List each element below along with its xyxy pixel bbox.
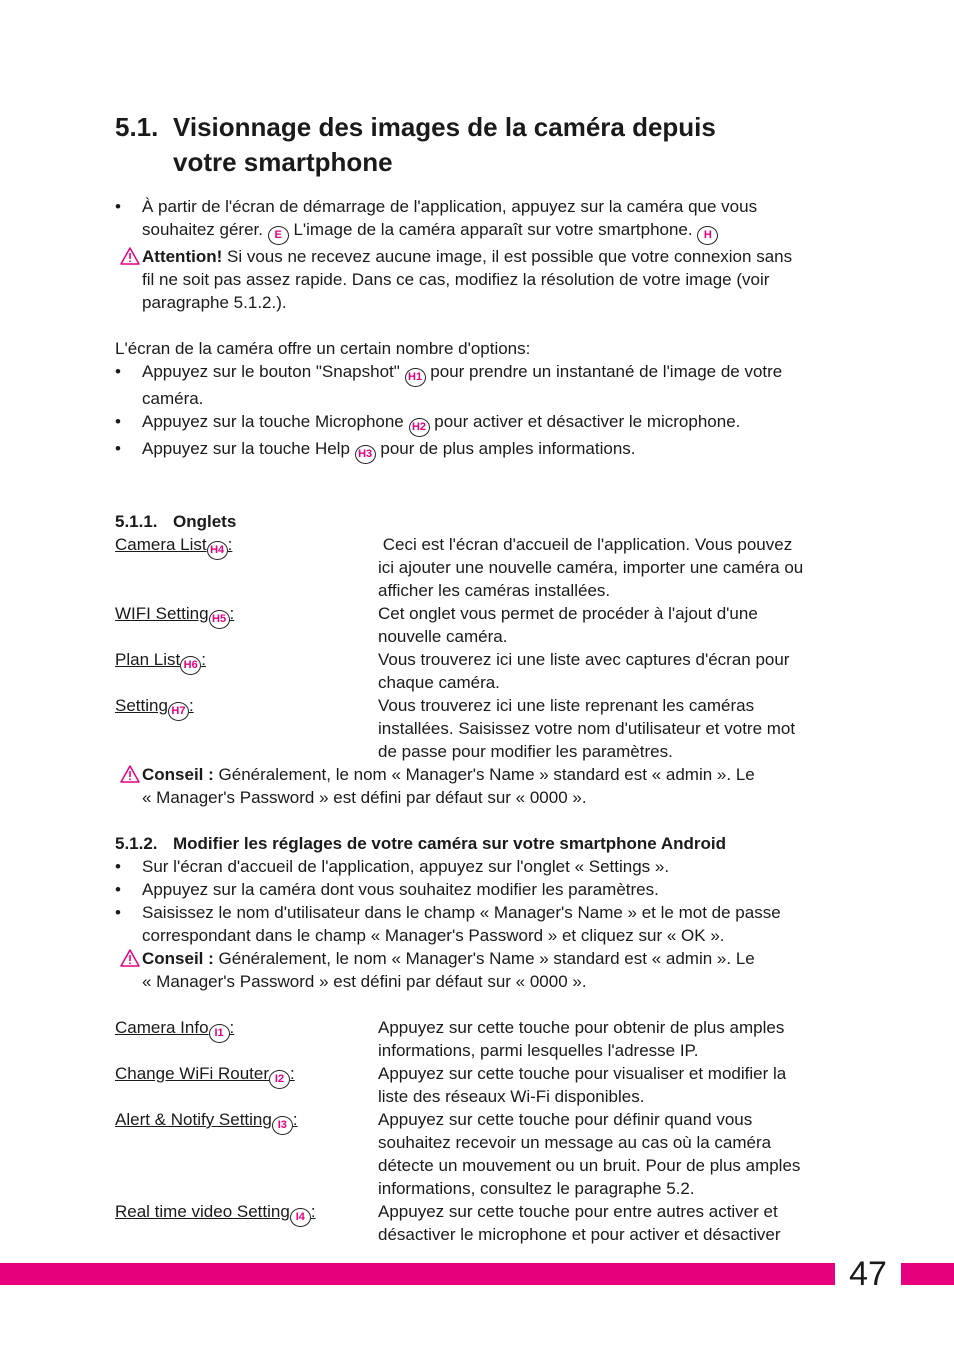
description-line: nouvelle caméra. [378,627,508,646]
term-label: Plan List [115,650,181,669]
description-line: Appuyez sur cette touche pour entre autres activer et [378,1202,778,1221]
tip-text-1: Généralement, le nom « Manager's Name » standard est « admin ». Le [213,949,755,968]
term-badge: I3 [272,1116,293,1135]
tip-label: Conseil : [142,765,214,784]
badge-e: E [268,226,289,245]
intro-bullet [115,195,835,245]
description-line: désactiver le microphone et pour activer et désactiver [378,1225,781,1244]
description-line: informations, consultez le paragraphe 5.2. [378,1179,695,1198]
step-line: • Saisissez le nom d'utilisateur dans le champ « Manager's Name » et le mot de passe [142,903,781,922]
warning-icon [120,247,140,265]
description-line: liste des réseaux Wi-Fi disponibles. [378,1087,645,1106]
definition-description [378,1062,835,1108]
intro-bullet-text-1: À partir de l'écran de démarrage de l'application, appuyez sur la caméra que vous [142,197,758,216]
option-snapshot [115,360,835,410]
section-heading [115,110,835,180]
definition-term [115,533,378,602]
option-text: pour de plus amples informations. [380,439,636,458]
option-text: Appuyez sur le bouton "Snapshot" [142,362,400,381]
attention-label: Attention! [142,247,223,266]
option-text: pour prendre un instantané de l'image de votre [430,362,783,381]
option-text: pour activer et désactiver le microphone. [434,412,741,431]
step-line: • Appuyez sur la caméra dont vous souhaitez modifier les paramètres. [142,880,659,899]
definition-row [115,694,835,763]
description-line: souhaitez recevoir un message au cas où la caméra [378,1133,772,1152]
page-content [115,110,835,1246]
option-microphone [115,410,835,437]
option-help [115,437,835,464]
step-line: • Sur l'écran d'accueil de l'application, appuyez sur l'onglet « Settings ». [142,857,670,876]
tip-label: Conseil : [142,949,214,968]
intro-bullet-text-3: L'image de la caméra apparaît sur votre smartphone. [293,220,693,239]
term-colon: : [229,1018,235,1037]
term-label: Alert & Notify Setting [115,1110,272,1129]
definition-row [115,1108,835,1200]
onglets-definitions [115,533,835,763]
section-number: 5.1. [115,112,159,142]
definition-description [378,1108,835,1200]
description-line: Appuyez sur cette touche pour obtenir de plus amples [378,1018,785,1037]
intro-bullet-text-2: souhaitez gérer. [142,220,263,239]
attention-text-2: fil ne soit pas assez rapide. Dans ce cas, modifiez la résolution de votre image (voir [142,270,770,289]
android-step [115,855,835,878]
attention-text-1: Si vous ne recevez aucune image, il est possible que votre connexion sans [222,247,793,266]
definition-row [115,1016,835,1062]
android-step [115,878,835,901]
description-line: de passe pour modifier les paramètres. [378,742,673,761]
term-label: Change WiFi Router [115,1064,270,1083]
description-line: détecte un mouvement ou un bruit. Pour de plus amples [378,1156,801,1175]
term-label: Camera Info [115,1018,209,1037]
subsection-number: 5.1.1. [115,512,158,531]
term-badge: H7 [168,702,189,721]
footer-bar-right [901,1263,954,1285]
definition-term [115,1200,378,1246]
term-label: Real time video Setting [115,1202,290,1221]
definition-term [115,602,378,648]
definition-row [115,648,835,694]
warning-icon [120,765,140,783]
description-line: chaque caméra. [378,673,500,692]
intro-list [115,195,835,245]
tip-note [115,763,835,809]
footer-bar-left [0,1263,835,1285]
description-line: Appuyez sur cette touche pour visualiser et modifier la [378,1064,787,1083]
term-colon: : [292,1110,298,1129]
section-title-line-2: votre smartphone [173,147,393,177]
options-intro: L'écran de la caméra offre un certain nombre d'options: [115,339,531,358]
step-line: correspondant dans le champ « Manager's Password » et cliquez sur « OK ». [142,926,725,945]
definition-term [115,1108,378,1200]
warning-icon [120,949,140,967]
term-label: Setting [115,696,168,715]
page-number: 47 [849,1255,887,1293]
description-line: afficher les caméras installées. [378,581,611,600]
tip-text-1: Généralement, le nom « Manager's Name » standard est « admin ». Le [213,765,755,784]
description-line: Vous trouverez ici une liste reprenant les caméras [378,696,755,715]
description-line: Appuyez sur cette touche pour définir quand vous [378,1110,753,1129]
description-line: Cet onglet vous permet de procéder à l'ajout d'une [378,604,758,623]
term-colon: : [188,696,194,715]
term-badge: H5 [209,610,230,629]
definition-description [378,648,835,694]
tip-text-2: « Manager's Password » est défini par défaut sur « 0000 ». [142,972,587,991]
badge-h: H [697,226,718,245]
badge-h3: H3 [355,445,376,464]
description-line: Vous trouverez ici une liste avec captures d'écran pour [378,650,790,669]
definition-row [115,602,835,648]
android-steps-list [115,855,835,947]
term-badge: I4 [290,1208,311,1227]
subsection-heading-android [115,832,835,855]
definition-term [115,1016,378,1062]
definition-description [378,1200,835,1246]
term-badge: I2 [269,1070,290,1089]
options-list [115,360,835,464]
subsection-title: Modifier les réglages de votre caméra sur votre smartphone Android [173,834,726,853]
subsection-number: 5.1.2. [115,834,158,853]
term-colon: : [201,650,206,669]
attention-note [115,245,835,314]
option-text: caméra. [142,389,204,408]
term-badge: I1 [209,1024,230,1043]
definition-description [378,533,835,602]
term-badge: H4 [207,541,228,560]
description-line: installées. Saisissez votre nom d'utilisateur et votre mot [378,719,796,738]
term-badge: H6 [180,656,201,675]
definition-row [115,1062,835,1108]
term-colon: : [310,1202,316,1221]
term-label: WIFI Setting [115,604,209,623]
definition-term [115,648,378,694]
definition-row [115,1200,835,1246]
term-label: Camera List [115,535,207,554]
definition-description [378,602,835,648]
description-line: Ceci est l'écran d'accueil de l'application. Vous pouvez [378,535,793,554]
badge-h2: H2 [409,418,430,437]
option-text: Appuyez sur la touche Microphone [142,412,404,431]
tip-note-android [115,947,835,993]
definition-description [378,694,835,763]
definition-term [115,694,378,763]
android-step [115,901,835,947]
description-line: informations, parmi lesquelles l'adresse IP. [378,1041,699,1060]
option-text: Appuyez sur la touche Help [142,439,350,458]
subsection-title: Onglets [173,512,237,531]
subsection-heading-onglets [115,510,835,533]
term-colon: : [290,1064,295,1083]
tip-text-2: « Manager's Password » est défini par défaut sur « 0000 ». [142,788,587,807]
definition-row [115,533,835,602]
android-definitions [115,1016,835,1246]
section-title-line-1: Visionnage des images de la caméra depuis [173,112,716,142]
term-colon: : [227,535,233,554]
attention-text-3: paragraphe 5.1.2.). [142,293,287,312]
term-colon: : [229,604,235,623]
description-line: ici ajouter une nouvelle caméra, importer une caméra ou [378,558,804,577]
definition-description [378,1016,835,1062]
section-title [173,110,716,180]
definition-term [115,1062,378,1108]
badge-h1: H1 [405,368,426,387]
